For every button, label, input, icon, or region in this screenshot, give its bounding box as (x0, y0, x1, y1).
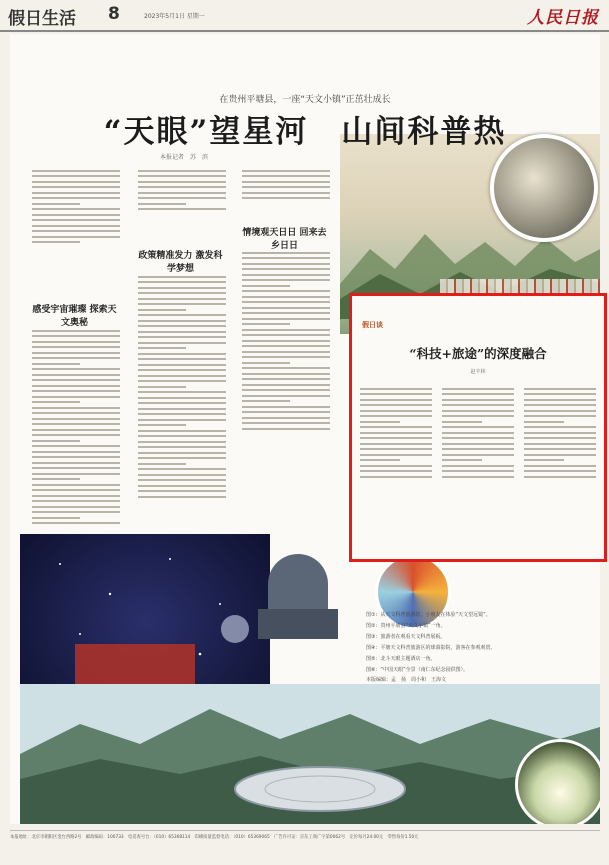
greeked-line (32, 390, 120, 392)
greeked-line (32, 478, 80, 480)
greeked-line (32, 401, 80, 403)
greeked-line (138, 303, 226, 305)
greeked-line (524, 426, 596, 428)
greeked-line (242, 175, 330, 177)
greeked-line (138, 446, 226, 448)
greeked-line (32, 186, 120, 188)
greeked-line (242, 356, 330, 358)
greeked-line (32, 489, 120, 491)
greeked-line (138, 342, 226, 344)
greeked-line (242, 362, 290, 364)
body-text-col-3b (242, 248, 330, 548)
greeked-line (138, 203, 186, 205)
greeked-line (138, 192, 226, 194)
greeked-line (242, 400, 290, 402)
greeked-line (138, 276, 226, 278)
newspaper-logo: 人民日报 (527, 8, 599, 28)
sidebar-text-col-1 (360, 384, 432, 544)
greeked-line (138, 386, 186, 388)
greeked-line (242, 290, 330, 292)
greeked-line (360, 421, 400, 423)
fast-telescope-panorama (20, 684, 600, 824)
greeked-line (138, 435, 226, 437)
greeked-line (360, 465, 432, 467)
greeked-line (138, 496, 226, 498)
greeked-line (242, 181, 330, 183)
greeked-line (360, 415, 432, 417)
cave-photo (515, 739, 600, 824)
greeked-line (242, 367, 330, 369)
sidebar-byline: 赵丰林 (470, 369, 486, 375)
greeked-line (242, 170, 330, 172)
greeked-line (138, 364, 226, 366)
sidebar-commentary (349, 293, 607, 562)
greeked-line (138, 397, 226, 399)
greeked-line (138, 181, 226, 183)
greeked-line (138, 490, 226, 492)
subhead-1: 感受宇宙璀璨 探索天文奥秘 (32, 305, 117, 328)
greeked-line (242, 301, 330, 303)
greeked-line (138, 468, 226, 470)
greeked-line (138, 463, 186, 465)
greeked-line (524, 432, 596, 434)
body-text-col-3 (242, 166, 330, 221)
greeked-line (32, 467, 120, 469)
greeked-line (242, 307, 330, 309)
greeked-line (242, 411, 330, 413)
greeked-line (138, 375, 226, 377)
greeked-line (138, 197, 226, 199)
greeked-line (32, 456, 120, 458)
greeked-line (242, 268, 330, 270)
greeked-line (138, 380, 226, 382)
greeked-line (242, 334, 330, 336)
greeked-line (242, 285, 290, 287)
greeked-line (524, 476, 596, 478)
greeked-line (242, 318, 330, 320)
story-title: “天眼”望星河 山间科普热 (103, 114, 507, 150)
greeked-line (360, 454, 432, 456)
sidebar-text-col-2 (442, 384, 514, 544)
greeked-line (138, 347, 186, 349)
greeked-line (32, 418, 120, 420)
greeked-line (242, 186, 330, 188)
greeked-line (32, 445, 120, 447)
greeked-line (138, 186, 226, 188)
greeked-line (138, 419, 226, 421)
greeked-line (32, 181, 120, 183)
greeked-line (442, 415, 514, 417)
greeked-line (524, 404, 596, 406)
greeked-line (138, 402, 226, 404)
greeked-line (242, 329, 330, 331)
greeked-line (442, 388, 514, 390)
greeked-line (242, 279, 330, 281)
greeked-line (242, 384, 330, 386)
greeked-line (138, 336, 226, 338)
greeked-line (442, 421, 482, 423)
greeked-line (442, 404, 514, 406)
greeked-line (32, 429, 120, 431)
greeked-line (442, 432, 514, 434)
greeked-line (360, 426, 432, 428)
greeked-line (138, 441, 226, 443)
date-line: 2023年5月1日 星期一 (144, 13, 205, 20)
greeked-line (138, 309, 186, 311)
greeked-line (360, 393, 432, 395)
greeked-line (32, 203, 80, 205)
greeked-line (32, 335, 120, 337)
greeked-line (242, 389, 330, 391)
section-name: 假日生活 (8, 9, 76, 29)
greeked-line (32, 440, 80, 442)
greeked-line (138, 457, 226, 459)
body-text-col-2 (138, 166, 226, 244)
greeked-line (32, 208, 120, 210)
greeked-line (32, 175, 120, 177)
subhead-3: 情境观天日日 回来去乡日日 (242, 228, 327, 251)
greeked-line (138, 320, 226, 322)
greeked-line (138, 424, 186, 426)
greeked-line (138, 287, 226, 289)
greeked-line (138, 408, 226, 410)
greeked-line (32, 434, 120, 436)
greeked-line (32, 407, 120, 409)
greeked-line (32, 379, 120, 381)
greeked-line (32, 506, 120, 508)
greeked-line (524, 410, 596, 412)
greeked-line (32, 511, 120, 513)
greeked-line (442, 454, 514, 456)
greeked-line (138, 325, 226, 327)
greeked-line (32, 230, 120, 232)
greeked-line (242, 274, 330, 276)
greeked-line (360, 432, 432, 434)
page-number: 8 (108, 4, 120, 24)
greeked-line (242, 351, 330, 353)
caption-6: 图⑥：“中国天眼”全景（南仁东纪念园供图）。 (366, 667, 469, 673)
greeked-line (242, 340, 330, 342)
caption-4: 图④：平塘天文科普旅游区的球幕影院，游客在参观观赏。 (366, 645, 496, 651)
greeked-line (524, 470, 596, 472)
greeked-line (138, 413, 226, 415)
greeked-line (32, 517, 80, 519)
greeked-line (360, 399, 432, 401)
greeked-line (32, 346, 120, 348)
greeked-line (138, 281, 226, 283)
greeked-line (242, 345, 330, 347)
greeked-line (442, 393, 514, 395)
greeked-line (242, 312, 330, 314)
greeked-line (32, 396, 120, 398)
editor-credits: 本版编辑：孟 扬 周小和 王海文 (366, 677, 447, 683)
greeked-line (32, 374, 120, 376)
greeked-line (442, 448, 514, 450)
sidebar-title: “科技+旅途”的深度融合 (409, 346, 547, 361)
greeked-line (32, 330, 120, 332)
story-kicker: 在贵州平塘县，一座“天文小镇”正茁壮成长 (219, 95, 391, 105)
greeked-line (442, 443, 514, 445)
greeked-line (524, 437, 596, 439)
greeked-line (32, 357, 120, 359)
greeked-line (524, 415, 596, 417)
greeked-line (32, 473, 120, 475)
greeked-line (32, 385, 120, 387)
body-text-col-1 (32, 166, 120, 294)
greeked-line (242, 378, 330, 380)
greeked-line (242, 428, 330, 430)
greeked-line (242, 323, 290, 325)
greeked-line (442, 410, 514, 412)
greeked-line (442, 459, 482, 461)
greeked-line (32, 451, 120, 453)
greeked-line (32, 522, 120, 524)
greeked-line (524, 459, 564, 461)
greeked-line (442, 437, 514, 439)
greeked-line (242, 192, 330, 194)
observatory-dome (268, 554, 328, 614)
greeked-line (32, 192, 120, 194)
greeked-line (32, 363, 80, 365)
greeked-line (242, 296, 330, 298)
greeked-line (32, 423, 120, 425)
greeked-line (242, 257, 330, 259)
greeked-line (138, 298, 226, 300)
caption-5: 图⑤：北斗天眼主题酒店一角。 (366, 656, 436, 662)
greeked-line (524, 448, 596, 450)
body-text-col-2b (138, 272, 226, 642)
page-header (0, 0, 609, 32)
greeked-line (524, 393, 596, 395)
greeked-line (138, 479, 226, 481)
greeked-line (138, 430, 226, 432)
greeked-line (32, 219, 120, 221)
greeked-line (138, 170, 226, 172)
greeked-line (32, 462, 120, 464)
observatory-base (258, 609, 338, 639)
caption-3: 图③：旅游者在观看天文科普展板。 (366, 634, 446, 640)
greeked-line (242, 406, 330, 408)
greeked-line (138, 485, 226, 487)
greeked-line (138, 314, 226, 316)
greeked-line (138, 452, 226, 454)
greeked-line (242, 373, 330, 375)
greeked-line (32, 500, 120, 502)
body-text-col-1b (32, 326, 120, 656)
greeked-line (442, 399, 514, 401)
greeked-line (242, 252, 330, 254)
page-footer: 本报地址：北京市朝阳区金台西路2号 邮政编码：100733 电话查号台：（010）65368114 印刷质量监督电话：（010）65369065 广告许可证：京东工商广字第0062号 定价每月24.00元 零售每份1.50元 (10, 830, 600, 840)
greeked-line (360, 448, 432, 450)
photo-captions (366, 610, 602, 676)
greeked-line (524, 443, 596, 445)
greeked-line (138, 391, 226, 393)
story-byline: 本报记者 苏 滨 (160, 154, 209, 161)
greeked-line (360, 443, 432, 445)
greeked-line (32, 368, 120, 370)
greeked-line (524, 388, 596, 390)
greeked-line (32, 352, 120, 354)
greeked-line (32, 484, 120, 486)
greeked-line (360, 410, 432, 412)
greeked-line (138, 331, 226, 333)
greeked-line (442, 465, 514, 467)
greeked-line (360, 470, 432, 472)
greeked-line (242, 197, 330, 199)
greeked-line (524, 421, 564, 423)
greeked-line (32, 197, 120, 199)
sidebar-text-col-3 (524, 384, 596, 544)
subhead-2: 政策精准发力 激发科学梦想 (138, 251, 223, 274)
greeked-line (138, 369, 226, 371)
greeked-line (442, 470, 514, 472)
greeked-line (524, 454, 596, 456)
greeked-line (32, 412, 120, 414)
greeked-line (242, 263, 330, 265)
greeked-line (442, 476, 514, 478)
greeked-line (360, 388, 432, 390)
greeked-line (32, 495, 120, 497)
greeked-line (138, 292, 226, 294)
greeked-line (242, 417, 330, 419)
greeked-line (524, 399, 596, 401)
greeked-line (32, 241, 80, 243)
greeked-line (360, 437, 432, 439)
greeked-line (242, 422, 330, 424)
caption-2: 图②：贵州平塘县“天文小镇”一角。 (366, 623, 446, 629)
greeked-line (138, 474, 226, 476)
greeked-line (138, 353, 226, 355)
greeked-line (32, 341, 120, 343)
greeked-line (138, 175, 226, 177)
greeked-line (32, 170, 120, 172)
greeked-line (32, 236, 120, 238)
greeked-line (360, 459, 400, 461)
greeked-line (138, 208, 226, 210)
caption-1: 图①：从天文科普旅游馆，小朋友在体验“天文望远镜”。 (366, 612, 491, 618)
greeked-line (242, 395, 330, 397)
greeked-line (32, 214, 120, 216)
greeked-line (138, 358, 226, 360)
greeked-line (442, 426, 514, 428)
greeked-line (524, 465, 596, 467)
sidebar-tag: 假日谈 (362, 321, 383, 329)
greeked-line (32, 225, 120, 227)
greeked-line (360, 404, 432, 406)
greeked-line (360, 476, 432, 478)
